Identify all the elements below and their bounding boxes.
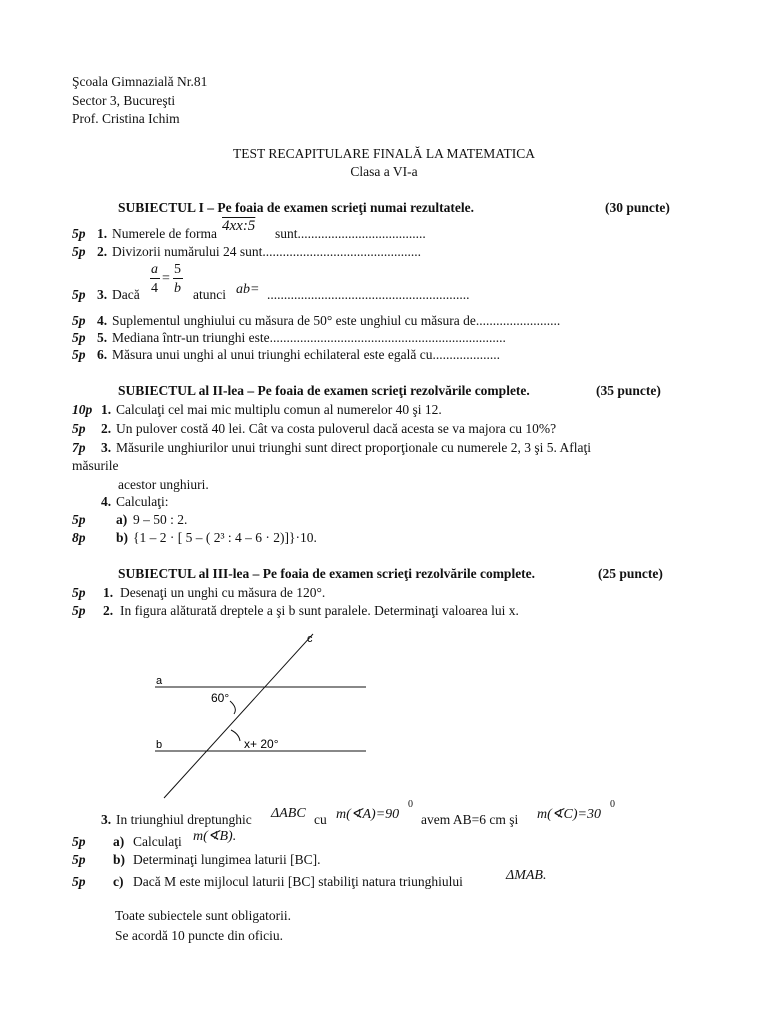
page-title: TEST RECAPITULARE FINALĂ LA MATEMATICA xyxy=(232,146,535,161)
item-number: 3. xyxy=(101,440,112,455)
line-c xyxy=(164,634,313,798)
subitem-text: Determinaţi lungimea laturii [BC]. xyxy=(133,852,321,867)
page-subtitle: Clasa a VI-a xyxy=(350,164,418,179)
item-text: In figura alăturată dreptele a şi b sunt paralele. Determinaţi valoarea lui x. xyxy=(120,603,519,618)
item-number: 3. xyxy=(101,812,112,827)
angle-arc-60 xyxy=(230,701,235,714)
superscript: 0 xyxy=(610,799,615,810)
item-points: 5p xyxy=(72,874,86,889)
fraction-denominator: 4 xyxy=(151,281,158,296)
subitem-label: b) xyxy=(116,530,129,545)
math-angle-c: m(∢C)=30 xyxy=(537,807,601,822)
item-number: 6. xyxy=(97,347,108,362)
item-text: Dacă xyxy=(112,287,140,302)
item-text: Desenaţi un unghi cu măsura de 120°. xyxy=(120,585,326,600)
math-triangle-mab: ΔMAB. xyxy=(506,868,547,883)
item-points: 7p xyxy=(72,440,86,455)
subitem-text: 9 – 50 : 2. xyxy=(133,512,188,527)
item-points: 5p xyxy=(72,512,86,527)
item-points: 5p xyxy=(72,585,86,600)
item-number: 5. xyxy=(97,330,108,345)
equals-sign: = xyxy=(162,271,170,286)
math-expression: ab= xyxy=(236,282,260,297)
s1-heading: SUBIECTUL I – Pe foaia de examen scrieţi numai rezultatele. xyxy=(118,200,474,215)
item-points: 5p xyxy=(72,834,86,849)
superscript: 0 xyxy=(408,799,413,810)
fraction-numerator: a xyxy=(151,262,158,277)
item-text-cont: acestor unghiuri. xyxy=(118,477,209,492)
label-line-b: b xyxy=(156,739,163,751)
item-points: 5p xyxy=(72,852,86,867)
item-text: Numerele de forma xyxy=(112,226,217,241)
subitem-text: {1 – 2 · [ 5 – ( 2³ : 4 – 6 · 2)]}·10. xyxy=(133,530,317,545)
item-points: 10p xyxy=(72,402,93,417)
item-points: 5p xyxy=(72,330,86,345)
item-text-cont: măsurile xyxy=(72,458,119,473)
s2-heading: SUBIECTUL al II-lea – Pe foaia de examen scrieţi rezolvările complete. xyxy=(118,383,530,398)
item-text: atunci xyxy=(193,287,226,302)
subitem-label: b) xyxy=(113,852,126,867)
math-triangle: ΔABC xyxy=(271,806,306,821)
teacher-name: Prof. Cristina Ichim xyxy=(72,111,180,126)
fraction-bar xyxy=(150,278,160,279)
item-number: 1. xyxy=(103,585,114,600)
item-number: 1. xyxy=(97,226,108,241)
footer-line-1: Toate subiectele sunt obligatorii. xyxy=(115,908,292,923)
item-text: Mediana într-un triunghi este...................................................................... xyxy=(112,330,506,345)
fraction-bar xyxy=(173,278,183,279)
subitem-label: a) xyxy=(116,512,128,527)
math-angle-a: m(∢A)=90 xyxy=(336,807,400,822)
item-points: 5p xyxy=(72,421,86,436)
item-text: Suplementul unghiului cu măsura de 50° este unghiul cu măsura de......................... xyxy=(112,313,561,328)
item-points: 5p xyxy=(72,226,86,241)
item-number: 3. xyxy=(97,287,108,302)
s3-points: (25 puncte) xyxy=(598,566,663,581)
item-number: 2. xyxy=(101,421,112,436)
item-points: 5p xyxy=(72,244,86,259)
item-text: Divizorii numărului 24 sunt............................................... xyxy=(112,244,421,259)
subitem-text: Dacă M este mijlocul laturii [BC] stabiliţi natura triunghiului xyxy=(133,874,463,889)
s2-points: (35 puncte) xyxy=(596,383,661,398)
item-number: 1. xyxy=(101,402,112,417)
math-expression: 4xx:5 xyxy=(222,218,256,234)
item-blank: ............................................................ xyxy=(267,287,470,302)
item-text: cu xyxy=(314,812,327,827)
fraction-denominator: b xyxy=(174,281,181,296)
s3-heading: SUBIECTUL al III-lea – Pe foaia de examen scrieţi rezolvările complete. xyxy=(118,566,536,581)
item-text: Calculaţi: xyxy=(116,494,169,509)
school-sector: Sector 3, Bucureşti xyxy=(72,93,176,108)
item-text: In triunghiul dreptunghic xyxy=(116,812,252,827)
item-blank: sunt...................................... xyxy=(275,226,426,241)
label-line-c: c xyxy=(307,633,313,645)
item-text: Măsurile unghiurilor unui triunghi sunt direct proporţionale cu numerele 2, 3 şi 5. Aflaţi xyxy=(116,440,592,455)
item-number: 2. xyxy=(103,603,114,618)
school-name: Şcoala Gimnazială Nr.81 xyxy=(72,74,208,89)
item-points: 5p xyxy=(72,313,86,328)
math-angle-b: m(∢B). xyxy=(193,829,237,844)
item-number: 4. xyxy=(101,494,112,509)
item-text: Măsura unui unghi al unui triunghi echilateral este egală cu.................... xyxy=(112,347,501,362)
label-angle-x: x+ 20° xyxy=(244,737,279,751)
item-points: 5p xyxy=(72,347,86,362)
footer-line-2: Se acordă 10 puncte din oficiu. xyxy=(115,928,283,943)
item-number: 4. xyxy=(97,313,108,328)
item-text: Un pulover costă 40 lei. Cât va costa puloverul dacă acesta se va majora cu 10%? xyxy=(116,421,557,436)
label-line-a: a xyxy=(156,675,163,687)
item-points: 5p xyxy=(72,603,86,618)
item-points: 5p xyxy=(72,287,86,302)
subitem-label: c) xyxy=(113,874,124,889)
parallel-lines-figure xyxy=(150,628,380,804)
item-text: avem AB=6 cm şi xyxy=(421,812,519,827)
item-number: 2. xyxy=(97,244,108,259)
item-points: 8p xyxy=(72,530,86,545)
label-angle-60: 60° xyxy=(211,691,230,705)
s1-points: (30 puncte) xyxy=(605,200,670,215)
fraction-numerator: 5 xyxy=(174,262,181,277)
angle-arc-x xyxy=(231,730,240,741)
item-text: Calculaţi cel mai mic multiplu comun al numerelor 40 şi 12. xyxy=(116,402,442,417)
subitem-text: Calculaţi xyxy=(133,834,182,849)
subitem-label: a) xyxy=(113,834,125,849)
